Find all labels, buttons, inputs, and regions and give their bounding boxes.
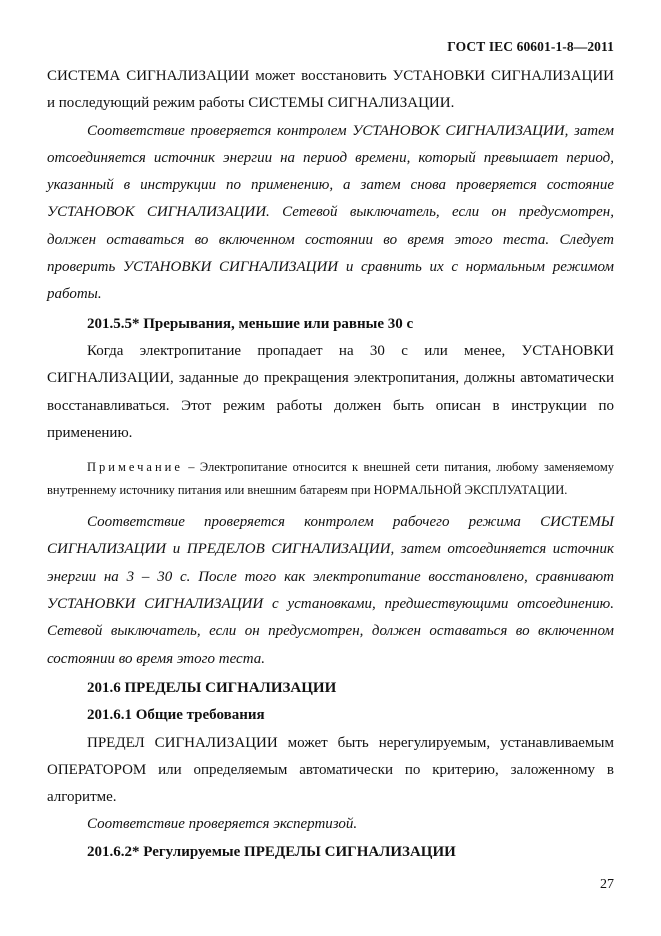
paragraph-compliance-check-3: Соответствие проверяется экспертизой.	[87, 816, 358, 833]
note	[47, 456, 614, 502]
note-label: Примечание	[87, 460, 183, 475]
paragraph-compliance-check-2: Соответствие проверяется контролем рабочего режима СИСТЕМЫ СИГНАЛИЗАЦИИ и ПРЕДЕЛОВ СИГНАЛИЗАЦИИ, затем отсоединяется источник энергии на 3 – 30 с. После того как электропитание восстановлено, сравнивают УСТАНОВКИ СИГНАЛИЗАЦИИ с установками, предшествующими отсоединению. Сетевой выключатель, если он предусмотрен, должен оставаться во включенном состоянии во время этого теста.	[47, 514, 614, 667]
section-heading-201-6-2: 201.6.2* Регулируемые ПРЕДЕЛЫ СИГНАЛИЗАЦИИ	[87, 843, 456, 860]
document-body	[47, 63, 614, 866]
section-heading-201-6: 201.6 ПРЕДЕЛЫ СИГНАЛИЗАЦИИ	[87, 679, 337, 696]
paragraph-alarm-limit: ПРЕДЕЛ СИГНАЛИЗАЦИИ может быть нерегулируемым, устанавливаемым ОПЕРАТОРОМ или определяемым автоматически по критерию, заложенному в алгоритме.	[47, 734, 614, 806]
paragraph-compliance-check-1: Соответствие проверяется контролем УСТАНОВОК СИГНАЛИЗАЦИИ, затем отсоединяется источник энергии на период времени, который превышает период, указанный в инструкции по применению, а затем снова проверяется состояние УСТАНОВОК СИГНАЛИЗАЦИИ. Сетевой выключатель, если он предусмотрен, должен оставаться во включенном состоянии во время этого теста. Следует проверить УСТАНОВКИ СИГНАЛИЗАЦИИ и сравнить их с нормальным режимом работы.	[47, 122, 614, 303]
page-number: 27	[600, 877, 614, 892]
section-heading-201-6-1: 201.6.1 Общие требования	[87, 707, 265, 724]
section-heading-201-5-5: 201.5.5* Прерывания, меньшие или равные 30 с	[87, 315, 414, 332]
paragraph-alarm-system-restore: СИСТЕМА СИГНАЛИЗАЦИИ может восстановить УСТАНОВКИ СИГНАЛИЗАЦИИ и последующий режим работы СИСТЕМЫ СИГНАЛИЗАЦИИ.	[47, 68, 614, 112]
document-header: ГОСТ IEC 60601-1-8—2011	[447, 39, 614, 54]
paragraph-power-interruption: Когда электропитание пропадает на 30 с или менее, УСТАНОВКИ СИГНАЛИЗАЦИИ, заданные до прекращения электропитания, должны автоматически восстанавливаться. Этот режим работы должен быть описан в инструкции по применению.	[47, 342, 614, 441]
note-text: – Электропитание относится к внешней сети питания, любому заменяемому внутреннему источнику питания или внешним батареям при НОРМАЛЬНОЙ ЭКСПЛУАТАЦИИ.	[47, 460, 614, 498]
